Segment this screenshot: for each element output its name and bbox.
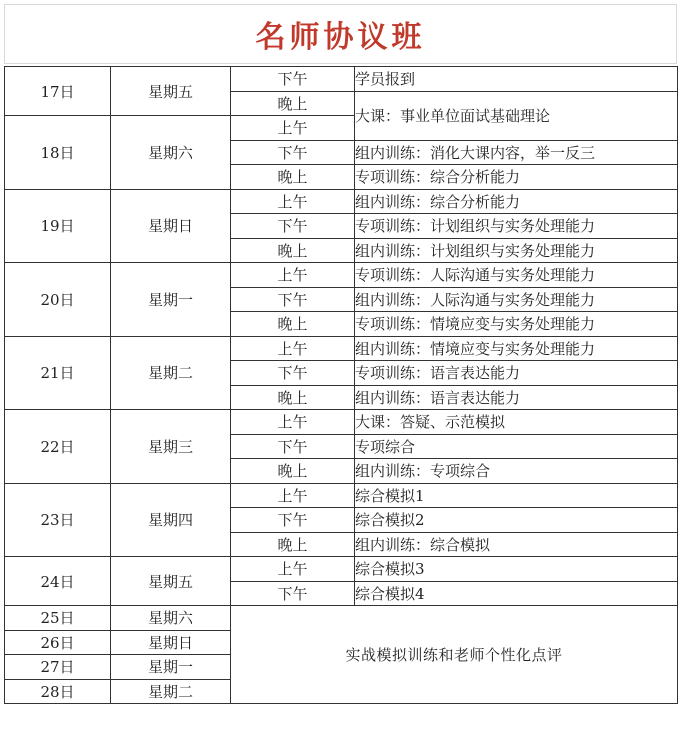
activity-cell: 专项训练：语言表达能力	[355, 361, 678, 386]
day-cell: 19日	[5, 189, 111, 263]
day-cell: 23日	[5, 483, 111, 557]
day-cell: 27日	[5, 655, 111, 680]
period-cell: 上午	[231, 410, 355, 435]
period-cell: 晚上	[231, 459, 355, 484]
day-cell: 26日	[5, 630, 111, 655]
period-cell: 晚上	[231, 91, 355, 116]
period-cell: 晚上	[231, 385, 355, 410]
period-cell: 下午	[231, 214, 355, 239]
weekday-cell: 星期日	[111, 630, 231, 655]
day-cell: 18日	[5, 116, 111, 190]
weekday-cell: 星期三	[111, 410, 231, 484]
period-cell: 下午	[231, 140, 355, 165]
activity-cell: 组内训练：情境应变与实务处理能力	[355, 336, 678, 361]
period-cell: 下午	[231, 581, 355, 606]
day-cell: 24日	[5, 557, 111, 606]
period-cell: 上午	[231, 483, 355, 508]
activity-cell: 大课：事业单位面试基础理论	[355, 91, 678, 140]
weekday-cell: 星期四	[111, 483, 231, 557]
weekday-cell: 星期日	[111, 189, 231, 263]
period-cell: 晚上	[231, 532, 355, 557]
weekday-cell: 星期二	[111, 679, 231, 704]
activity-cell: 专项综合	[355, 434, 678, 459]
period-cell: 下午	[231, 508, 355, 533]
period-cell: 上午	[231, 336, 355, 361]
weekday-cell: 星期六	[111, 606, 231, 631]
activity-cell: 组内训练：计划组织与实务处理能力	[355, 238, 678, 263]
table-row	[5, 410, 678, 435]
activity-cell: 专项训练：人际沟通与实务处理能力	[355, 263, 678, 288]
activity-cell: 组内训练：语言表达能力	[355, 385, 678, 410]
table-row	[5, 606, 678, 631]
table-row	[5, 189, 678, 214]
activity-cell: 大课：答疑、示范模拟	[355, 410, 678, 435]
weekday-cell: 星期一	[111, 655, 231, 680]
day-cell: 20日	[5, 263, 111, 337]
period-cell: 下午	[231, 361, 355, 386]
activity-cell: 专项训练：计划组织与实务处理能力	[355, 214, 678, 239]
day-cell: 22日	[5, 410, 111, 484]
weekday-cell: 星期五	[111, 557, 231, 606]
period-cell: 下午	[231, 434, 355, 459]
final-note-cell: 实战模拟训练和老师个性化点评	[231, 606, 678, 704]
period-cell: 下午	[231, 287, 355, 312]
table-row	[5, 336, 678, 361]
day-cell: 28日	[5, 679, 111, 704]
period-cell: 晚上	[231, 238, 355, 263]
weekday-cell: 星期一	[111, 263, 231, 337]
period-cell: 上午	[231, 189, 355, 214]
period-cell: 晚上	[231, 165, 355, 190]
activity-cell: 综合模拟2	[355, 508, 678, 533]
activity-cell: 综合模拟1	[355, 483, 678, 508]
table-row	[5, 557, 678, 582]
period-cell: 晚上	[231, 312, 355, 337]
day-cell: 21日	[5, 336, 111, 410]
schedule-table	[4, 66, 678, 704]
activity-cell: 组内训练：专项综合	[355, 459, 678, 484]
activity-cell: 综合模拟3	[355, 557, 678, 582]
activity-cell: 专项训练：情境应变与实务处理能力	[355, 312, 678, 337]
table-row	[5, 263, 678, 288]
page-title: 名师协议班	[4, 4, 677, 64]
activity-cell: 组内训练：消化大课内容，举一反三	[355, 140, 678, 165]
period-cell: 上午	[231, 116, 355, 141]
day-cell: 25日	[5, 606, 111, 631]
activity-cell: 组内训练：人际沟通与实务处理能力	[355, 287, 678, 312]
activity-cell: 组内训练：综合分析能力	[355, 189, 678, 214]
period-cell: 上午	[231, 263, 355, 288]
table-row	[5, 67, 678, 92]
activity-cell: 学员报到	[355, 67, 678, 92]
weekday-cell: 星期二	[111, 336, 231, 410]
activity-cell: 组内训练：综合模拟	[355, 532, 678, 557]
activity-cell: 综合模拟4	[355, 581, 678, 606]
weekday-cell: 星期六	[111, 116, 231, 190]
period-cell: 上午	[231, 557, 355, 582]
weekday-cell: 星期五	[111, 67, 231, 116]
period-cell: 下午	[231, 67, 355, 92]
day-cell: 17日	[5, 67, 111, 116]
activity-cell: 专项训练：综合分析能力	[355, 165, 678, 190]
table-row	[5, 483, 678, 508]
